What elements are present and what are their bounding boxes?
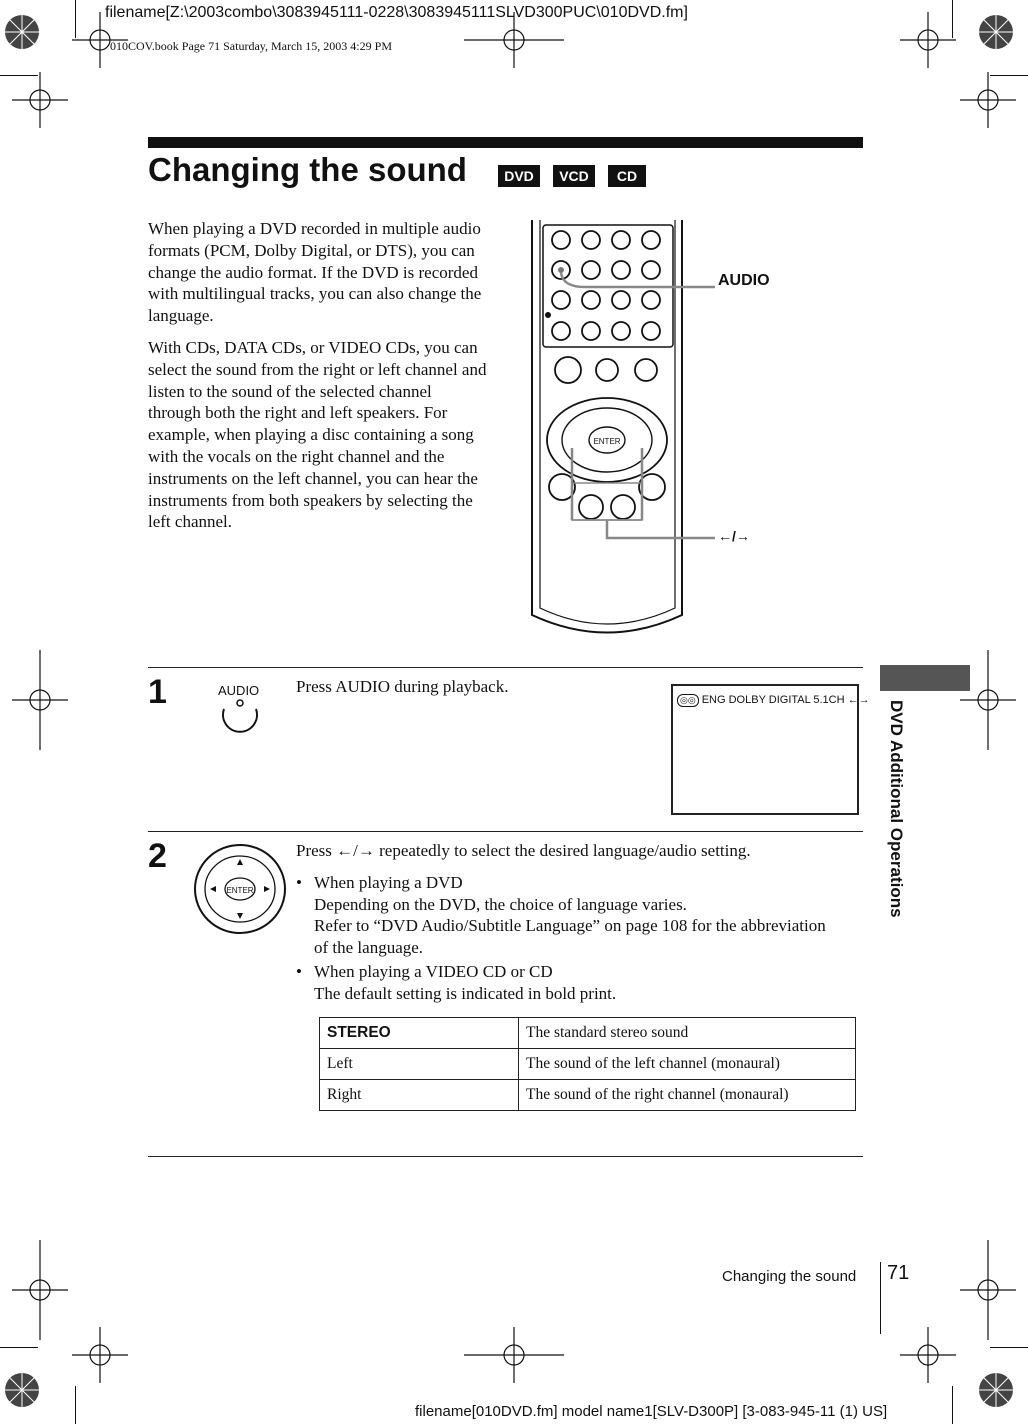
footer-section-label: Changing the sound [722,1268,857,1285]
sound-setting-table [319,1017,856,1111]
description-cell: The standard stereo sound [519,1018,856,1049]
bullet2-title: When playing a VIDEO CD or CD [314,962,553,981]
arrows-callout-label: ←/→ [718,528,750,544]
bullet2-line1: The default setting is indicated in bold print. [314,983,617,1003]
table-row [320,1018,856,1049]
description-cell: The sound of the right channel (monaural) [519,1080,856,1111]
audio-callout-label: AUDIO [718,272,770,289]
step2-bullet2 [314,961,834,1004]
bullet1-title: When playing a DVD [314,873,463,892]
step2-rule [148,831,863,832]
table-row [320,1049,856,1080]
step1-instruction: Press AUDIO during playback. [296,677,509,696]
setting-cell: Left [320,1049,519,1080]
step1-rule [148,667,863,668]
step2-enter-dial-icon [193,843,288,935]
step1-audio-button-label: AUDIO [218,683,260,698]
step2-instruction: Press ←/→ repeatedly to select the desired language/audio setting. [296,841,751,860]
bullet1-line1: Depending on the DVD, the choice of language varies. [314,894,687,914]
setting-cell: Right [320,1080,519,1111]
step2-enter-label: ENTER [226,886,254,895]
step2-number: 2 [148,837,167,875]
table-row [320,1080,856,1111]
intro-paragraph-1: When playing a DVD recorded in multiple audio formats (PCM, Dolby Digital, or DTS), you can change the audio format. If the DVD is recorded with multilingual tracks, you can also change the language. [148,219,482,326]
step2-bullet1-marker: • [296,873,302,892]
header-book-info: 010COV.book Page 71 Saturday, March 15, 2003 4:29 PM [110,39,392,53]
intro-paragraph-2: With CDs, DATA CDs, or VIDEO CDs, you can select the sound from the right or left channel and listen to the sound of the selected channel through both the right and left speakers. For example, when playing a disc containing a song with the vocals on the right channel and the instruments on the left channel, you can hear the instruments from both speakers by selecting the left channel. [148,338,487,532]
header-filename: filename[Z:\2003combo\3083945111-0228\3083945111SLVD300PUC\010DVD.fm] [105,4,688,21]
page-number: 71 [887,1262,910,1284]
section-tab-label [886,700,906,950]
step2-bullet2-marker: • [296,962,302,981]
osd-readout [677,694,870,707]
osd-text: ENG DOLBY DIGITAL 5.1CH ←→ [701,694,870,706]
step1-number: 1 [148,673,167,711]
dvd-badge: DVD [498,165,540,187]
description-cell: The sound of the left channel (monaural) [519,1049,856,1080]
footer-model-info: filename[010DVD.fm] model name1[SLV-D300P] [3-083-945-11 (1) US] [415,1403,888,1420]
cd-badge: CD [608,165,646,187]
step1-audio-button-icon [220,697,260,739]
title-rule [148,137,863,148]
remote-enter-label: ENTER [593,437,621,446]
side-label-text: DVD Additional Operations [887,700,906,918]
bullet1-line2: Refer to “DVD Audio/Subtitle Language” on page 108 for the abbreviation of the language. [314,916,826,957]
vcd-badge: VCD [553,165,595,187]
setting-cell: STEREO [320,1018,519,1049]
section-tab-marker [880,665,970,691]
step2-bullet1 [314,872,834,958]
page-title: Changing the sound [148,151,467,188]
bottom-rule [148,1156,863,1157]
disc-icon: ◎◎ [677,694,699,707]
